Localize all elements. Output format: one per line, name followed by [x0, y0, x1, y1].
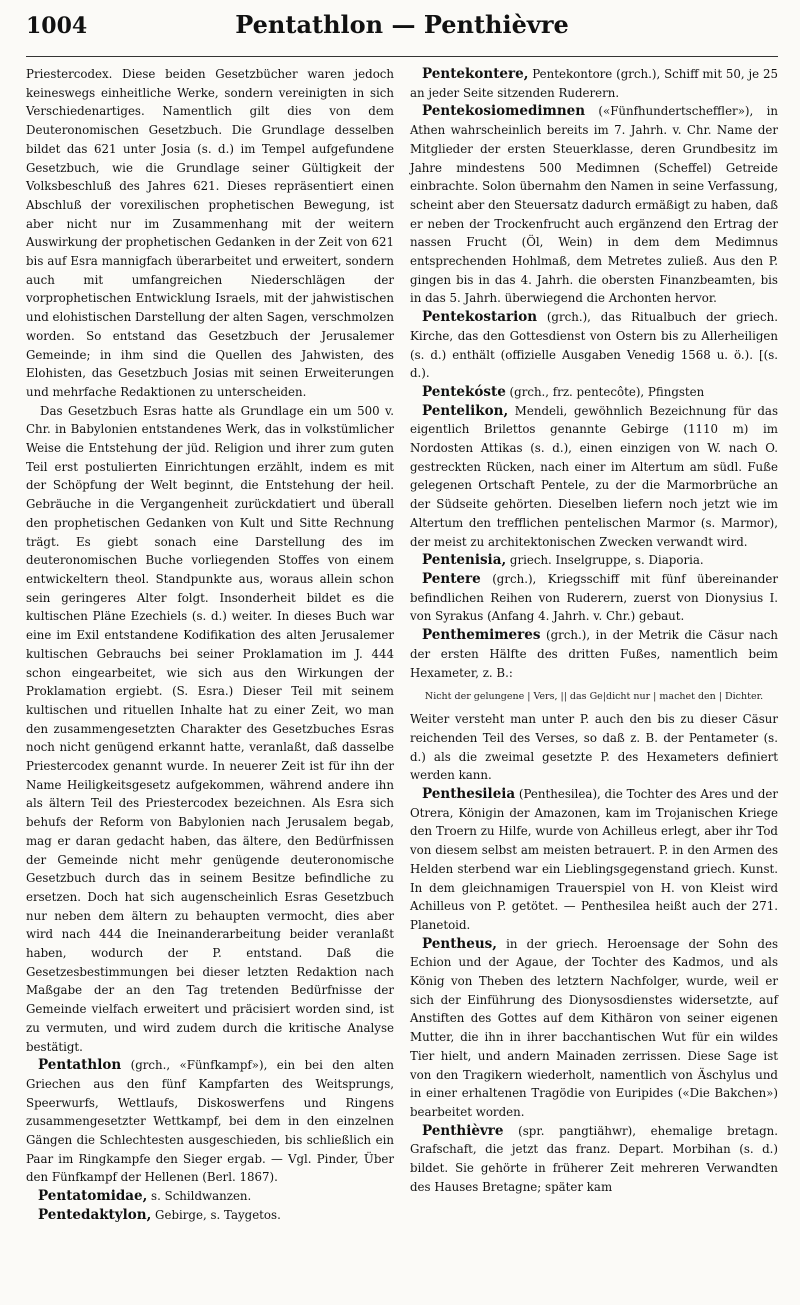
headword: Pentekóste [422, 383, 506, 400]
entry-text: (spr. pangtiähwr), ehemalige bretagn. Grafschaft, die jetzt das franz. Depart. Morbihan (s. d.) bildet. Sie gehörte in früherer Zeit mehreren Verwandten des Hauses Bretagne; später kam [410, 1123, 778, 1194]
headword: Penthemimeres [422, 627, 541, 644]
entry-penthemimeres [410, 626, 778, 682]
headword: Pentheus, [422, 935, 497, 952]
entry-pentelikon [410, 402, 778, 552]
entry-pentheus [410, 935, 778, 1122]
entry-text: (Penthesilea), die Tochter des Ares und der Otrera, Königin der Amazonen, kam im Trojanischen Kriege den Troern zu Hilfe, wurde von Achilleus erlegt, aber ihr Tod von diesem selbst am meisten betrauert. P. in den Armen des Helden sterbend war ein Lieblingsgegenstand griech. Kunst. In dem gleichnamigen Trauerspiel von H. von Kleist wird Achilleus von P. getötet. — Penthesilea heißt auch der 271. Planetoid. [410, 787, 778, 932]
entry-pentathlon [26, 1056, 394, 1187]
paragraph: Priestercodex. Diese beiden Gesetzbücher waren jedoch keineswegs einheitliche Werke, sondern vereinigten in sich Verschiedenartiges. Namentlich gilt dies von dem Deuteronomischen Gesetzbuch. Die Grundlage desselben bildet das 621 unter Josia (s. d.) im Tempel aufgefundene Gesetzbuch, wie die Grundlage seiner Gültigkeit der Volksbeschluß des Jahres 621. Dieses repräsentiert einen Abschluß der vorexilischen prophetischen Bewegung, ist aber nicht nur im Zusammenhang mit der weitern Auswirkung der prophetischen Gedanken in der Zeit von 621 bis auf Esra mannigfach überarbeitet und erweitert, sondern auch mit umfangreichen Niederschlägen der vorprophetischen Entwicklung Israels, mit der jahwistischen und elohistischen Darstellung der alten Sagen, verschmolzen worden. So entstand das Gesetzbuch der Jerusalemer Gemeinde; in ihm sind die Quellen des Jahwisten, des Elohisten, das Gesetzbuch Josias mit seinen Erweiterungen und mehrfache Redaktionen zu unterscheiden. [26, 67, 394, 399]
running-title: Pentathlon — Penthièvre [235, 10, 569, 39]
entry-text: (grch.), Kriegsschiff mit fünf übereinander befindlichen Reihen von Ruderern, zuerst von Dionysius I. von Syrakus (Anfang 4. Jahrh. v. Chr.) gebaut. [410, 571, 778, 624]
entry-text: («Fünfhundertscheffler»), in Athen wahrscheinlich bereits im 7. Jahrh. v. Chr. Name der Mitglieder der ersten Steuerklasse, deren Grundbesitz im Jahre mindestens 500 Medimnen (Scheffel) Getreide einbrachte. Solon übernahm den Namen in seine Verfassung, scheint aber den Steuersatz dadurch ermäßigt zu haben, daß er neben der Trockenfrucht auch ergänzend den Ertrag der nassen Frucht (Öl, Wein) in dem dem Medimnus entsprechenden Hohlmaß, dem Metretes zuließ. Aus den P. gingen bis in das 4. Jahrh. die obersten Finanzbeamten, bis in das 5. Jahrh. überwiegend die Archonten hervor. [410, 104, 778, 306]
headword: Penthesileia [422, 786, 516, 803]
headword: Pentelikon, [422, 402, 509, 419]
entry-text: s. Schildwanzen. [147, 1189, 252, 1204]
headword: Pentekontere, [422, 66, 529, 82]
entry-pentere [410, 570, 778, 626]
page-number: 1004 [26, 13, 88, 39]
entry-penthesileia [410, 785, 778, 935]
entry-text: Gebirge, s. Taygetos. [151, 1207, 281, 1222]
left-column [26, 65, 394, 1225]
entry-text: (grch.), in der Metrik die Cäsur nach der ersten Hälfte des dritten Fußes, namentlich beim Hexameter, z. B.: [410, 628, 778, 680]
entry-text: (grch., «Fünfkampf»), ein bei den alten Griechen aus den fünf Kampfarten des Weitsprungs, Speerwurfs, Wettlaufs, Diskoswerfens und Ringens zusammengesetzter Wettkampf, bei dem in den einzelnen Gängen die Schlechtesten ausgeschieden, bis schließlich ein Paar im Ringkampfe den Sieger ergab. — Vgl. Pinder, Über den Fünfkampf der Hellenen (Berl. 1867). [26, 1058, 394, 1185]
verse-example: Nicht der gelungene | Vers, || das Ge|dicht nur | machet den | Dichter. [424, 691, 764, 703]
entry-text: Mendeli, gewöhnlich Bezeichnung für das eigentlich Brilettos genannte Gebirge (1110 m) im Nordosten Attikas (s. d.), einen einzigen von W. nach O. gestreckten Rücken, nach einer im Altertum am südl. Fuße gelegenen Ortschaft Pentele, zu der die Marmorbrüche an der Südseite gehörten. Dieselben liefern noch jetzt wie im Altertum den trefflichen pentelischen Marmor (s. Marmor), der meist zu architektonischen Zwecken verwandt wird. [410, 403, 778, 549]
entry-pentekontere [410, 65, 778, 102]
entry-text: in der griech. Heroensage der Sohn des Echion und der Agaue, der Tochter des Kadmos, und als König von Theben des letztern Nachfolger, wurde, weil er sich der Einführung des Dionysosdienstes widersetzte, auf Anstiften des Gottes auf dem Kithäron von seiner eigenen Mutter, die ihn in ihrer bacchantischen Wut für ein wildes Tier hielt, und andern Mainaden zerrissen. Diese Sage ist von den Tragikern wiederholt, namentlich von Äschylus und in einer erhaltenen Tragödie von Euripides («Die Bakchen») bearbeitet worden. [410, 936, 778, 1119]
entry-text: Pentekontore (grch.), Schiff mit 50, je 25 an jeder Seite sitzenden Ruderern. [410, 67, 778, 100]
headword: Pentatomidae, [38, 1188, 148, 1205]
headword: Pentere [422, 570, 481, 587]
headword: Penthièvre [422, 1122, 504, 1139]
paragraph: Das Gesetzbuch Esras hatte als Grundlage ein um 500 v. Chr. in Babylonien entstandenes Werk, das in volkstümlicher Weise die Entstehung der jüd. Religion und ihrer zum guten Teil erst postulierten Einrichtungen erzählt, indem es mit der Schöpfung der Welt beginnt, die Entstehung der heil. Gebräuche in die Vergangenheit zurückdatiert und überall den prophetischen Gedanken von Kult und Sitte Rechnung trägt. Es giebt sonach eine Darstellung des im deuteronomischen Buche vorliegenden Stoffes von einem entwickeltern theol. Standpunkte aus, woraus allein schon sein geringeres Alter folgt. Insonderheit bildet es die kultischen Pläne Ezechiels (s. d.) weiter. In dieses Buch war eine im Exil entstandene Kodifikation des alten Jerusalemer kultischen Gebrauchs bei seiner Proklamation im J. 444 schon eingearbeitet, wie sich aus den Wirkungen der Proklamation ergiebt. (S. Esra.) Dieser Teil mit seinem kultischen und rituellen Inhalte hat zu einer Zeit, wo man den zusammengesetzten Charakter des Gesetzbuches Esras noch nicht genügend erkannt hatte, veranlaßt, daß dasselbe Priestercodex genannt wurde. In neuerer Zeit ist für ihn der Name Heiligkeitsgesetz aufgekommen, während andere ihn als ältern Teil des Priestercodex bezeichnen. Als Esra sich behufs der Reform von Babylonien nach Jerusalem begab, mag er daran gedacht haben, das ältere, den Bedürfnissen der Gemeinde nicht mehr genügende deuteronomische Gesetzbuch durch das in seinem Besitze befindliche zu ersetzen. Doch hat sich augenscheinlich Esras Gesetzbuch nur neben dem ältern zu behaupten vermocht, dies aber wird nach 444 die Ineinanderarbeitung beider veranlaßt haben, wodurch der P. entstand. Daß die Gesetzesbestimmungen bei dieser letzten Redaktion nach Maßgabe der an den Tag tretenden Bedürfnisse der Gemeinde vielfach erweitert und präcisiert worden sind, ist zu vermuten, und wird zudem durch die kritische Analyse bestätigt. [26, 403, 394, 1054]
paragraph: Weiter versteht man unter P. auch den bis zu dieser Cäsur reichenden Teil des Verses, so daß z. B. der Pentameter (s. d.) als die zweimal gesetzte P. des Hexameters definiert werden kann. [410, 712, 778, 783]
entry-text: (grch.), das Ritualbuch der griech. Kirche, das den Gottesdienst von Ostern bis zu Allerheiligen (s. d.) enthält (offizielle Ausgaben Venedig 1568 u. ö.). [(s. d.). [410, 310, 778, 381]
entry-pentekosiomedimnen [410, 102, 778, 308]
headword: Pentekostarion [422, 309, 538, 326]
entry-pentatomidae [26, 1187, 394, 1206]
entry-pentekoste [410, 383, 778, 402]
columns [26, 65, 778, 1225]
right-column [410, 65, 778, 1225]
page-header [26, 10, 778, 57]
entry-text: griech. Inselgruppe, s. Diaporia. [506, 553, 704, 568]
entry-penthievre [410, 1122, 778, 1197]
headword: Pentedaktylon, [38, 1206, 152, 1223]
headword: Pentekosiomedimnen [422, 103, 586, 120]
entry-pentekostarion [410, 308, 778, 383]
entry-text: (grch., frz. pentecôte), Pfingsten [505, 384, 705, 399]
entry-pentedaktylon [26, 1206, 394, 1225]
headword: Pentenisia, [422, 552, 507, 569]
entry-pentenisia [410, 551, 778, 570]
headword: Pentathlon [38, 1057, 122, 1074]
